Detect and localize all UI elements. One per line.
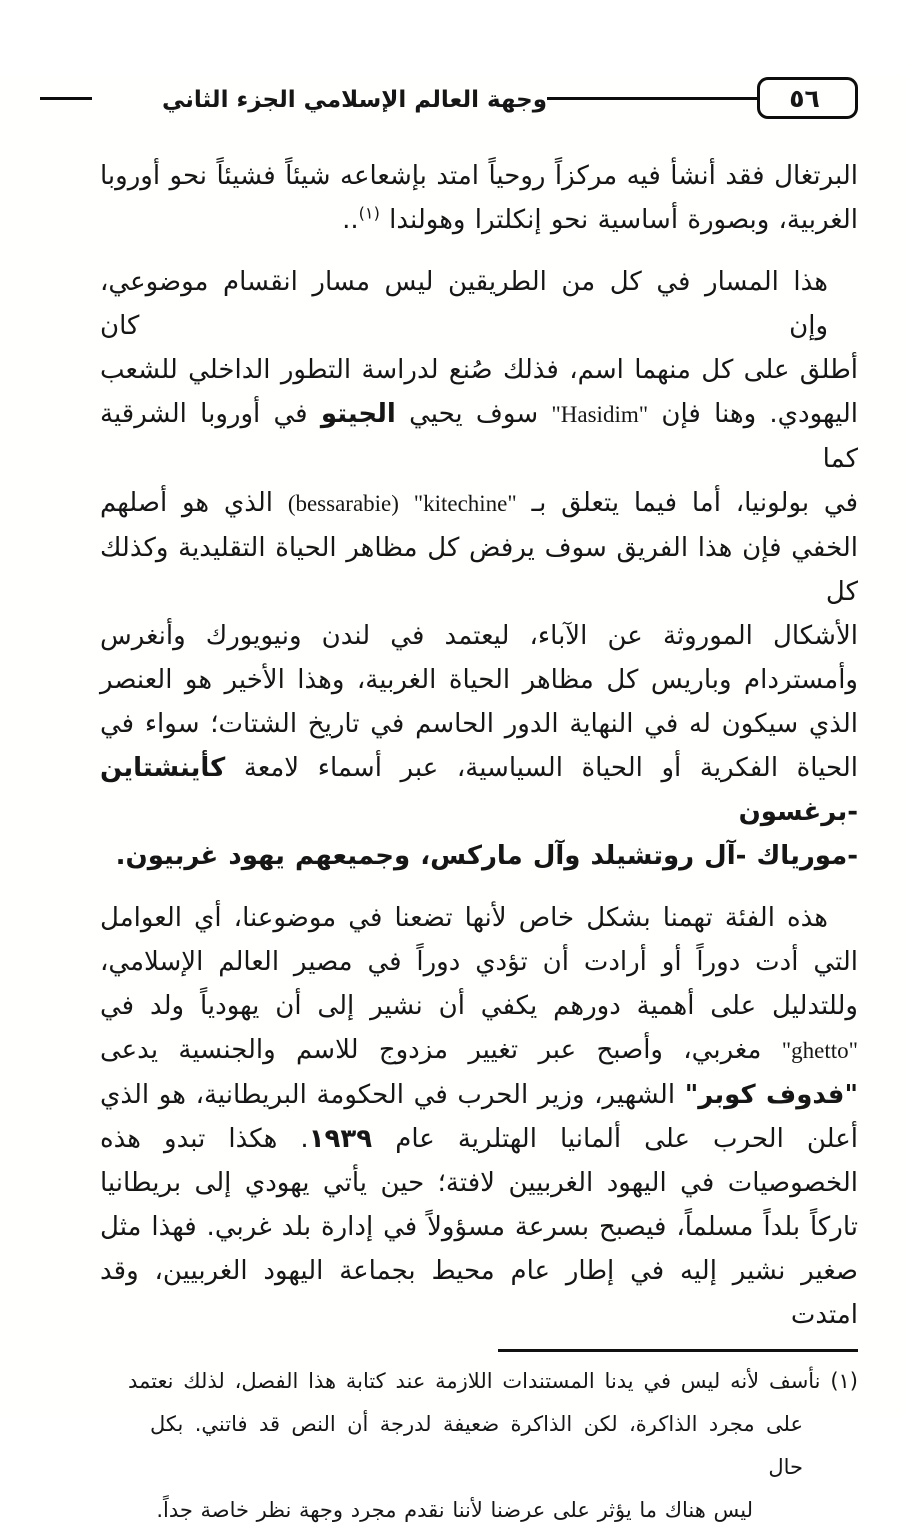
text-line xyxy=(100,1489,858,1532)
text-segment: البرتغال فقد أنشأ فيه مركزاً روحياً امتد بإشعاعه شيئاً فشيئاً نحو أوروبا xyxy=(100,161,858,191)
text-line xyxy=(100,526,858,614)
text-segment: هذا المسار في كل من الطريقين ليس مسار انقسام موضوعي، وإن كان xyxy=(100,267,828,341)
text-line xyxy=(100,834,858,878)
text-line xyxy=(100,702,858,746)
text-segment: الشهير، وزير الحرب في الحكومة البريطانية، هو الذي xyxy=(100,1080,685,1110)
footnote-ref: (١) xyxy=(358,203,380,223)
text-segment: وللتدليل على أهمية دورهم يكفي أن نشير إلى أن يهودياً ولد في xyxy=(100,991,858,1021)
text-segment: مغربي، وأصبح عبر تغيير مزدوج للاسم والجنسية يدعى xyxy=(100,1035,782,1065)
text-segment: أعلن الحرب على ألمانيا الهتلرية عام xyxy=(372,1124,859,1154)
text-line xyxy=(100,1073,858,1117)
text-line xyxy=(100,1117,858,1161)
footnote xyxy=(100,1360,858,1532)
latin-term: "Hasidim" xyxy=(551,402,649,427)
page-header xyxy=(40,76,858,120)
text-line xyxy=(100,348,858,392)
footnote-separator xyxy=(498,1349,858,1352)
header-rule-left xyxy=(40,97,92,100)
text-segment: ليس هناك ما يؤثر على عرضنا لأننا نقدم مجرد وجهة نظر خاصة جداً. xyxy=(156,1498,753,1522)
text-line xyxy=(100,1249,858,1337)
bold-text: "فدوف كوبر" xyxy=(684,1080,858,1110)
text-line xyxy=(100,1360,858,1403)
text-segment: الذي هو أصلهم xyxy=(100,488,288,518)
text-segment: الخصوصيات في اليهود الغربيين لافتة؛ حين يأتي يهودي إلى بريطانيا xyxy=(100,1168,858,1198)
text-segment: اليهودي. وهنا فإن xyxy=(648,399,859,429)
text-line xyxy=(100,1028,858,1073)
text-segment: .. xyxy=(342,205,359,235)
text-segment: الذي سيكون له في النهاية الدور الحاسم في تاريخ الشتات؛ سواء في xyxy=(100,709,858,739)
text-line xyxy=(100,614,858,658)
bold-text: كأينشتاين -برغسون xyxy=(100,753,858,827)
latin-term: (bessarabie) xyxy=(287,491,399,516)
text-line xyxy=(100,260,858,348)
bold-text: -مورياك -آل روتشيلد وآل ماركس، وجميعهم يهود غربيون. xyxy=(115,841,858,871)
paragraph xyxy=(100,154,858,242)
text-line xyxy=(100,1403,858,1489)
text-segment: التي أدت دوراً أو أرادت أن تؤدي دوراً في مصير العالم الإسلامي، xyxy=(100,947,858,977)
latin-term: "kitechine" xyxy=(413,491,517,516)
text-segment: صغير نشير إليه في إطار عام محيط بجماعة اليهود الغربيين، وقد امتدت xyxy=(100,1256,858,1330)
text-line xyxy=(100,984,858,1028)
text-segment: في أوروبا الشرقية كما xyxy=(100,399,858,474)
paragraph xyxy=(100,260,858,878)
page-number-badge xyxy=(757,77,858,119)
text-line xyxy=(100,1205,858,1249)
text-segment: . هكذا تبدو هذه xyxy=(100,1124,309,1154)
text-line xyxy=(100,481,858,526)
book-title: وجهة العالم الإسلامي الجزء الثاني xyxy=(162,87,548,113)
text-segment: الخفي فإن هذا الفريق سوف يرفض كل مظاهر الحياة التقليدية وكذلك كل xyxy=(100,533,858,607)
text-segment: أطلق على كل منهما اسم، فذلك صُنع لدراسة التطور الداخلي للشعب xyxy=(100,355,858,385)
text-segment: تاركاً بلداً مسلماً، فيصبح بسرعة مسؤولاً في إدارة بلد غربي. فهذا مثل xyxy=(100,1212,858,1242)
text-line xyxy=(100,1161,858,1205)
text-segment: هذه الفئة تهمنا بشكل خاص لأنها تضعنا في موضوعنا، أي العوامل xyxy=(100,903,828,933)
text-segment: على مجرد الذاكرة، لكن الذاكرة ضعيفة لدرجة أن النص قد فاتني. بكل حال xyxy=(150,1412,803,1479)
text-line xyxy=(100,658,858,702)
latin-term: "ghetto" xyxy=(781,1038,858,1063)
paragraph xyxy=(100,896,858,1337)
text-line xyxy=(100,154,858,198)
book-page xyxy=(0,76,906,1522)
text-line xyxy=(100,746,858,834)
text-segment: الغربية، وبصورة أساسية نحو إنكلترا وهولندا xyxy=(379,205,858,235)
text-line xyxy=(100,896,858,940)
text-segment: الحياة الفكرية أو الحياة السياسية، عبر أسماء لامعة xyxy=(225,753,858,783)
text-segment xyxy=(399,488,414,518)
text-line xyxy=(100,198,858,242)
text-line xyxy=(100,392,858,481)
page-number: ٥٦ xyxy=(789,83,820,113)
text-line xyxy=(100,940,858,984)
body-text xyxy=(100,154,858,1337)
text-segment: وأمستردام وباريس كل مظاهر الحياة الغربية، وهذا الأخير هو العنصر xyxy=(100,665,858,695)
text-segment: سوف يحيي xyxy=(395,399,552,429)
bold-text: ١٩٣٩ xyxy=(308,1124,373,1154)
text-segment: (١) نأسف لأنه ليس في يدنا المستندات اللازمة عند كتابة هذا الفصل، لذلك نعتمد xyxy=(128,1369,858,1393)
bold-text: الجيتو xyxy=(320,399,396,429)
header-rule xyxy=(547,97,757,100)
text-segment: في بولونيا، أما فيما يتعلق بـ xyxy=(516,488,859,518)
text-segment: الأشكال الموروثة عن الآباء، ليعتمد في لندن ونيويورك وأنغرس xyxy=(100,621,858,651)
